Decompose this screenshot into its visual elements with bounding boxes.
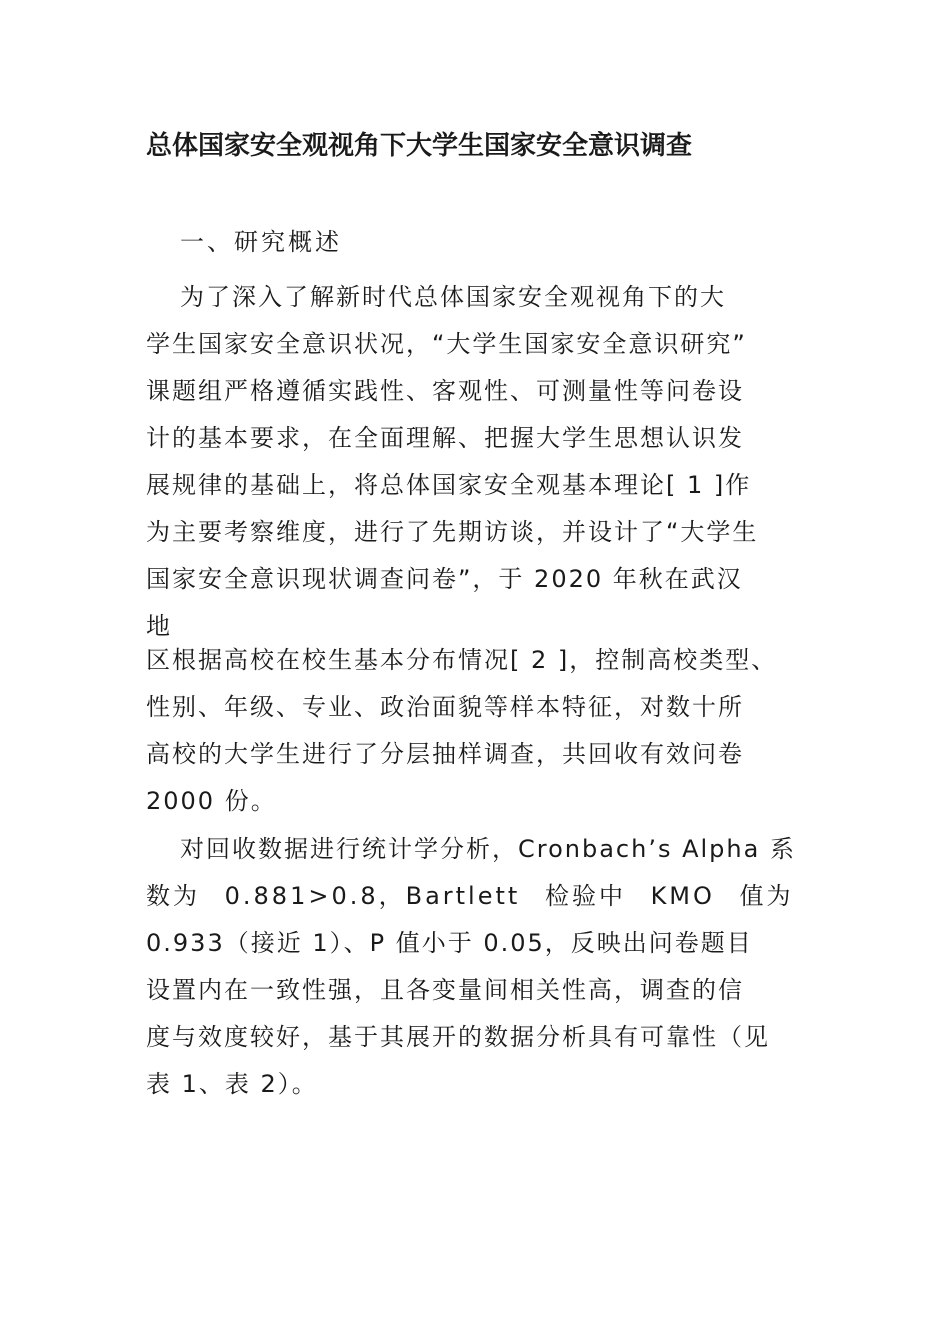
paragraph-line: 表 1、表 2）。 xyxy=(146,1070,318,1098)
paragraph-line: 课题组严格遵循实践性、客观性、可测量性等问卷设 xyxy=(146,377,744,405)
paragraph-line: 区根据高校在校生基本分布情况[ 2 ]，控制高校类型、 xyxy=(146,646,778,674)
paragraph-line: 性别、年级、专业、政治面貌等样本特征，对数十所 xyxy=(146,693,744,721)
paragraph-statistics xyxy=(146,826,826,1108)
paragraph-line: 对回收数据进行统计学分析，Cronbach’s Alpha 系 xyxy=(180,835,796,863)
paragraph-line: 设置内在一致性强，且各变量间相关性高，调查的信 xyxy=(146,976,744,1004)
paragraph-line: 学生国家安全意识状况，“大学生国家安全意识研究” xyxy=(146,330,747,358)
paragraph-line: 为了深入了解新时代总体国家安全观视角下的大 xyxy=(180,283,726,311)
paragraph-line: 数为 0.881>0.8，Bartlett 检验中 KMO 值为 xyxy=(146,882,794,910)
paragraph-line: 高校的大学生进行了分层抽样调查，共回收有效问卷 xyxy=(146,740,744,768)
paragraph-line: 地 xyxy=(146,612,172,640)
paragraph-line: 0.933（接近 1）、P 值小于 0.05，反映出问卷题目 xyxy=(146,929,753,957)
paragraph-line: 国家安全意识现状调查问卷”，于 2020 年秋在武汉 xyxy=(146,565,743,593)
paragraph-research-overview xyxy=(146,274,826,650)
paragraph-line: 展规律的基础上，将总体国家安全观基本理论[ 1 ]作 xyxy=(146,471,752,499)
paragraph-line: 计的基本要求，在全面理解、把握大学生思想认识发 xyxy=(146,424,744,452)
paragraph-sampling xyxy=(146,637,826,825)
paragraph-line: 2000 份。 xyxy=(146,787,277,815)
section-heading: 一、研究概述 xyxy=(180,228,342,256)
document-title: 总体国家安全观视角下大学生国家安全意识调查 xyxy=(146,131,693,161)
paragraph-line: 度与效度较好，基于其展开的数据分析具有可靠性（见 xyxy=(146,1023,770,1051)
paragraph-line: 为主要考察维度，进行了先期访谈，并设计了“大学生 xyxy=(146,518,759,546)
